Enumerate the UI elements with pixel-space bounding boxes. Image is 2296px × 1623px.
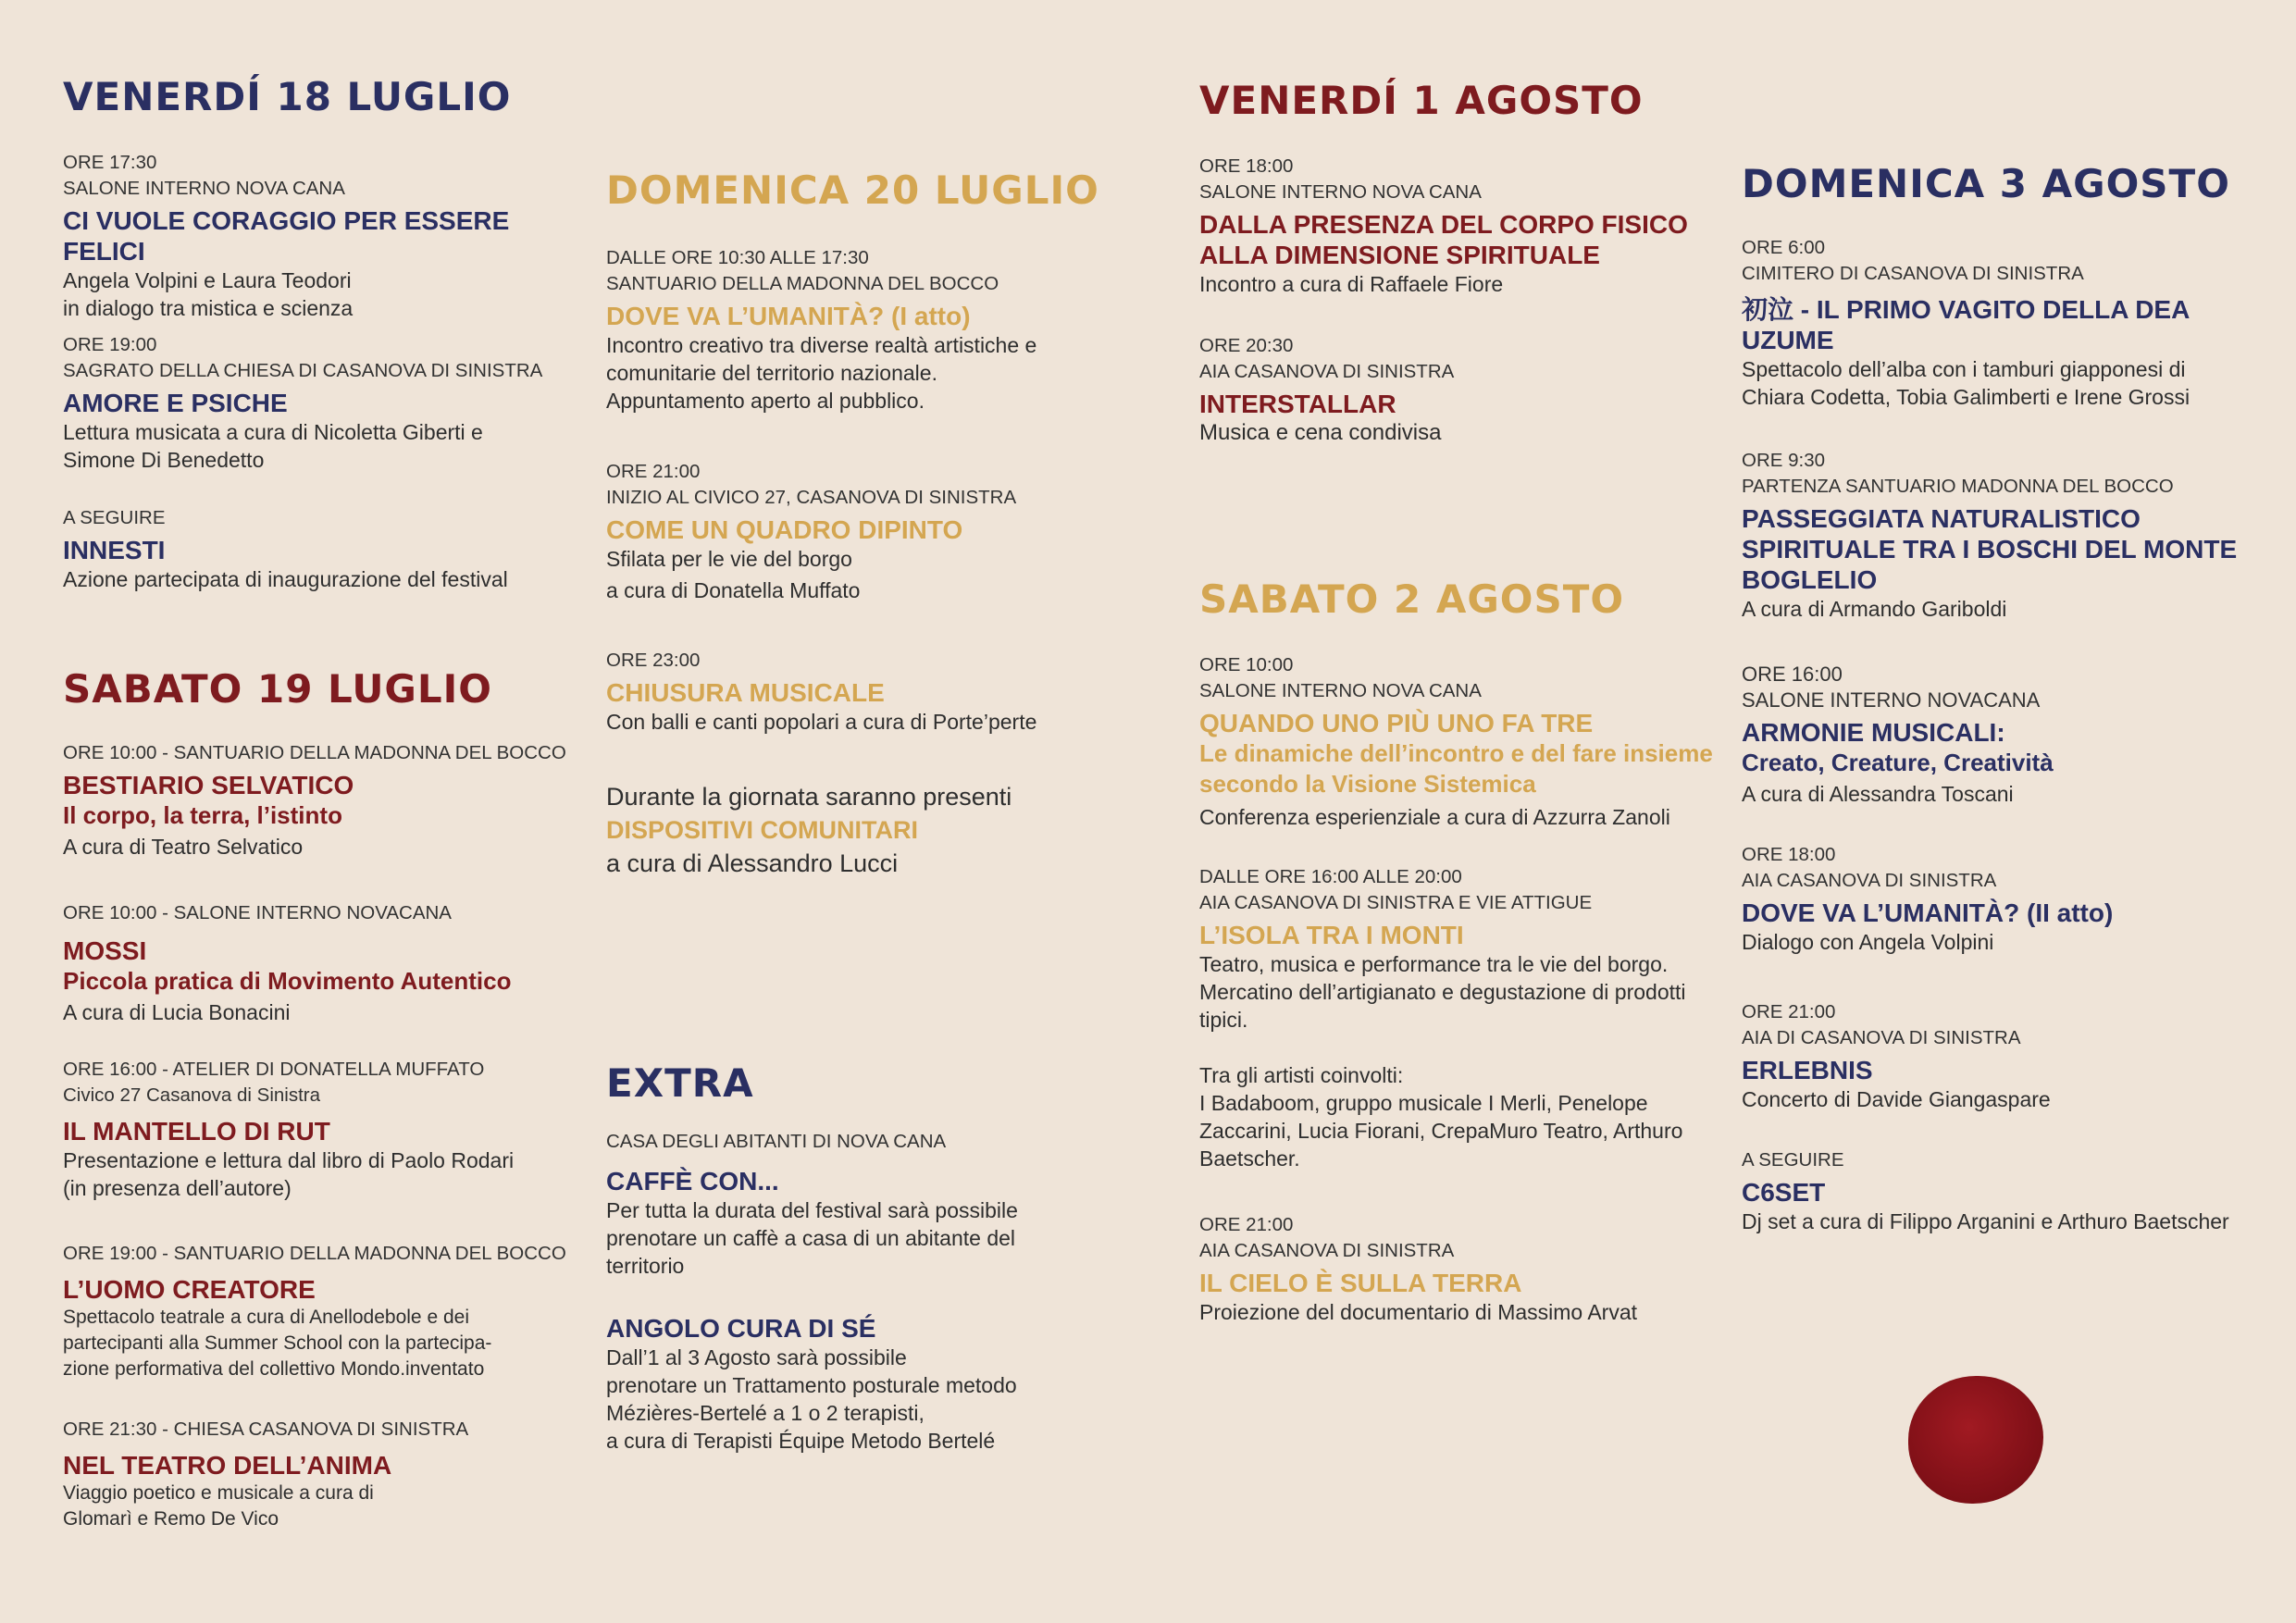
event-title: ARMONIE MUSICALI: <box>1742 718 2005 747</box>
event-desc: Lettura musicata a cura di Nicoletta Giberti e <box>63 420 483 444</box>
event-desc: territorio <box>606 1254 685 1278</box>
event-location: AIA CASANOVA DI SINISTRA <box>1199 361 1455 382</box>
event-desc: Incontro creativo tra diverse realtà artistiche e <box>606 333 1037 357</box>
event-time: ORE 18:00 <box>1199 155 1294 177</box>
event-time: DALLE ORE 10:30 ALLE 17:30 <box>606 247 869 268</box>
event <box>1199 154 1718 298</box>
event <box>606 245 1124 415</box>
event-time: ORE 10:00 <box>1199 654 1294 675</box>
event <box>606 1129 1124 1280</box>
event-time: ORE 18:00 <box>1742 844 1836 865</box>
day-heading: VENERDÍ 18 LUGLIO <box>63 74 512 119</box>
event-time: ORE 19:00 <box>63 334 157 355</box>
event-desc: prenotare un Trattamento posturale metodo <box>606 1373 1017 1397</box>
event-desc-spacer <box>1199 1034 1718 1061</box>
event-desc: comunitarie del territorio nazionale. <box>606 361 937 385</box>
day-heading: SABATO 2 AGOSTO <box>1199 576 1625 622</box>
event-time: ORE 21:00 <box>1199 1214 1294 1235</box>
event <box>1742 448 2278 623</box>
event <box>606 459 1124 604</box>
event-desc: prenotare un caffè a casa di un abitante del <box>606 1226 1016 1250</box>
red-stamp-circle <box>1908 1376 2043 1504</box>
event-desc: I Badaboom, gruppo musicale I Merli, Penelope <box>1199 1091 1648 1115</box>
event-desc: a cura di Donatella Muffato <box>606 578 861 602</box>
event-location: SALONE INTERNO NOVA CANA <box>1199 680 1482 701</box>
event-location: AIA CASANOVA DI SINISTRA <box>1199 1240 1455 1261</box>
event-time: A SEGUIRE <box>63 507 166 528</box>
event-time: ORE 10:00 - SALONE INTERNO NOVACANA <box>63 902 452 923</box>
event <box>63 505 581 593</box>
event-time: ORE 21:30 - CHIESA CASANOVA DI SINISTRA <box>63 1419 469 1440</box>
event-location: PARTENZA SANTUARIO MADONNA DEL BOCCO <box>1742 476 2174 497</box>
event-desc: Per tutta la durata del festival sarà possibile <box>606 1198 1018 1222</box>
event-desc: Spettacolo teatrale a cura di Anellodebole e dei <box>63 1307 469 1328</box>
event <box>1742 1147 2278 1235</box>
event-time: ORE 20:30 <box>1199 335 1294 356</box>
event-title: ERLEBNIS <box>1742 1056 1873 1084</box>
event-title: DOVE VA L’UMANITÀ? (II atto) <box>1742 898 2114 927</box>
event-time: ORE 21:00 <box>606 461 701 482</box>
event-location: CIMITERO DI CASANOVA DI SINISTRA <box>1742 263 2084 284</box>
event <box>63 740 581 861</box>
event-desc: Chiara Codetta, Tobia Galimberti e Irene Grossi <box>1742 385 2191 409</box>
event-location: SALONE INTERNO NOVA CANA <box>1199 181 1482 203</box>
event-desc: partecipanti alla Summer School con la partecipa- <box>63 1332 492 1354</box>
event-desc: A cura di Alessandra Toscani <box>1742 782 2014 806</box>
event-title: CHIUSURA MUSICALE <box>606 678 885 707</box>
event-desc: Incontro a cura di Raffaele Fiore <box>1199 272 1504 296</box>
section-heading: EXTRA <box>606 1060 754 1106</box>
event-desc: Angela Volpini e Laura Teodori <box>63 268 352 292</box>
event-time: A SEGUIRE <box>1742 1149 1844 1171</box>
event-desc: Teatro, musica e performance tra le vie del borgo. <box>1199 952 1669 976</box>
event-desc: Dall’1 al 3 Agosto sarà possibile <box>606 1345 907 1369</box>
event-location: CASA DEGLI ABITANTI DI NOVA CANA <box>606 1131 947 1152</box>
event <box>606 1309 1124 1455</box>
event-desc: Viaggio poetico e musicale a cura di <box>63 1482 374 1504</box>
event-desc: Simone Di Benedetto <box>63 448 265 472</box>
event-title: 初泣 - IL PRIMO VAGITO DELLA DEA UZUME <box>1742 295 2190 354</box>
event-title: NEL TEATRO DELL’ANIMA <box>63 1451 392 1480</box>
event-time: ORE 9:30 <box>1742 450 1826 471</box>
event-title: CI VUOLE CORAGGIO PER ESSERE FELICI <box>63 206 510 266</box>
event-title: MOSSI <box>63 936 147 965</box>
event-location: SALONE INTERNO NOVACANA <box>1742 688 2041 712</box>
event-desc: Spettacolo dell’alba con i tamburi giapponesi di <box>1742 357 2186 381</box>
event-location: INIZIO AL CIVICO 27, CASANOVA DI SINISTRA <box>606 487 1017 508</box>
note-line: Durante la giornata saranno presenti <box>606 783 1012 811</box>
event-desc: Glomarì e Remo De Vico <box>63 1508 279 1530</box>
note-title: DISPOSITIVI COMUNITARI <box>606 816 919 844</box>
event-desc: (in presenza dell’autore) <box>63 1176 292 1200</box>
event-desc: Concerto di Davide Giangaspare <box>1742 1087 2051 1111</box>
event <box>63 332 581 474</box>
note-line: a cura di Alessandro Lucci <box>606 849 899 877</box>
event-title: L’ISOLA TRA I MONTI <box>1199 921 1464 949</box>
event <box>63 150 581 322</box>
day-heading: SABATO 19 LUGLIO <box>63 666 492 712</box>
event-desc: Musica e cena condivisa <box>1199 420 1442 445</box>
event-title: INNESTI <box>63 536 166 564</box>
event <box>63 1057 581 1202</box>
note-block <box>606 780 1124 880</box>
event-time: ORE 17:30 <box>63 152 157 173</box>
day-heading: DOMENICA 3 AGOSTO <box>1742 161 2230 206</box>
event-desc: Sfilata per le vie del borgo <box>606 547 852 571</box>
event-desc: A cura di Armando Gariboldi <box>1742 597 2007 621</box>
event-time: ORE 16:00 - ATELIER DI DONATELLA MUFFATO <box>63 1059 485 1080</box>
event <box>1742 842 2278 956</box>
event-desc: Mercatino dell’artigianato e degustazione di prodotti <box>1199 980 1686 1004</box>
event-desc: Zaccarini, Lucia Fiorani, CrepaMuro Teatro, Arthuro <box>1199 1119 1683 1143</box>
event-subtitle: Le dinamiche dell’incontro e del fare insieme secondo la Visione Sistemica <box>1199 739 1713 798</box>
event-subtitle: Creato, Creature, Creatività <box>1742 749 2054 776</box>
event-desc: Dialogo con Angela Volpini <box>1742 930 1994 954</box>
event-time: ORE 23:00 <box>606 650 701 671</box>
event-title: CAFFÈ CON... <box>606 1167 779 1196</box>
event-desc: Baetscher. <box>1199 1146 1300 1171</box>
event-location: SAGRATO DELLA CHIESA DI CASANOVA DI SINISTRA <box>63 360 543 381</box>
event-desc: Dj set a cura di Filippo Arganini e Arthuro Baetscher <box>1742 1209 2229 1233</box>
event-time: ORE 19:00 - SANTUARIO DELLA MADONNA DEL BOCCO <box>63 1243 566 1264</box>
event <box>63 900 581 1026</box>
event-title: ANGOLO CURA DI SÉ <box>606 1314 876 1343</box>
event-time: ORE 16:00 <box>1742 663 1843 686</box>
event-location: SANTUARIO DELLA MADONNA DEL BOCCO <box>606 273 999 294</box>
event-desc: tipici. <box>1199 1008 1248 1032</box>
event-desc: in dialogo tra mistica e scienza <box>63 296 354 320</box>
event-title: INTERSTALLAR <box>1199 390 1396 418</box>
event-subtitle: Piccola pratica di Movimento Autentico <box>63 967 512 995</box>
event <box>1742 662 2278 808</box>
event <box>1199 1212 1718 1326</box>
event-desc: Tra gli artisti coinvolti: <box>1199 1063 1404 1087</box>
event-desc: Appuntamento aperto al pubblico. <box>606 389 925 413</box>
event-location: AIA DI CASANOVA DI SINISTRA <box>1742 1027 2021 1048</box>
event <box>1742 235 2278 411</box>
event-subtitle: Il corpo, la terra, l’istinto <box>63 801 342 829</box>
event <box>63 1241 581 1382</box>
event-title: QUANDO UNO PIÙ UNO FA TRE <box>1199 709 1594 737</box>
event-desc: A cura di Teatro Selvatico <box>63 835 304 859</box>
event-location: Civico 27 Casanova di Sinistra <box>63 1084 321 1106</box>
event-location: SALONE INTERNO NOVA CANA <box>63 178 345 199</box>
day-heading: VENERDÍ 1 AGOSTO <box>1199 78 1644 123</box>
event-desc: A cura di Lucia Bonacini <box>63 1000 291 1024</box>
event <box>1199 333 1718 447</box>
event-title: C6SET <box>1742 1178 1826 1207</box>
event-title: DALLA PRESENZA DEL CORPO FISICO ALLA DIMENSIONE SPIRITUALE <box>1199 210 1688 269</box>
event-title: COME UN QUADRO DIPINTO <box>606 515 963 544</box>
event-location: AIA CASANOVA DI SINISTRA <box>1742 870 1997 891</box>
event <box>606 648 1124 736</box>
event-title: L’UOMO CREATORE <box>63 1275 316 1304</box>
event-title: IL CIELO È SULLA TERRA <box>1199 1269 1522 1297</box>
event-time: ORE 10:00 - SANTUARIO DELLA MADONNA DEL BOCCO <box>63 742 566 763</box>
event-desc: Con balli e canti popolari a cura di Porte’perte <box>606 710 1037 734</box>
event-time: ORE 6:00 <box>1742 237 1826 258</box>
event-title: BESTIARIO SELVATICO <box>63 771 354 799</box>
event-desc: Presentazione e lettura dal libro di Paolo Rodari <box>63 1148 515 1172</box>
event <box>1199 864 1718 1172</box>
event-time: DALLE ORE 16:00 ALLE 20:00 <box>1199 866 1462 887</box>
event-desc: a cura di Terapisti Équipe Metodo Bertelé <box>606 1429 996 1453</box>
event-desc: Mézières-Bertelé a 1 o 2 terapisti, <box>606 1401 925 1425</box>
event-desc: zione performativa del collettivo Mondo.inventato <box>63 1358 485 1380</box>
event-desc: Conferenza esperienziale a cura di Azzurra Zanoli <box>1199 805 1670 829</box>
day-heading: DOMENICA 20 LUGLIO <box>606 167 1099 213</box>
event-title: DOVE VA L’UMANITÀ? (I atto) <box>606 302 971 330</box>
event-desc: Proiezione del documentario di Massimo Arvat <box>1199 1300 1638 1324</box>
event <box>1742 999 2278 1113</box>
event-time: ORE 21:00 <box>1742 1001 1836 1022</box>
event-desc: Azione partecipata di inaugurazione del festival <box>63 567 508 591</box>
event-title: AMORE E PSICHE <box>63 389 288 417</box>
event-title: PASSEGGIATA NATURALISTICO SPIRITUALE TRA I BOSCHI DEL MONTE BOGLELIO <box>1742 504 2238 594</box>
event <box>1199 652 1718 831</box>
event-title: IL MANTELLO DI RUT <box>63 1117 330 1146</box>
event <box>63 1417 581 1532</box>
event-location: AIA CASANOVA DI SINISTRA E VIE ATTIGUE <box>1199 892 1593 913</box>
